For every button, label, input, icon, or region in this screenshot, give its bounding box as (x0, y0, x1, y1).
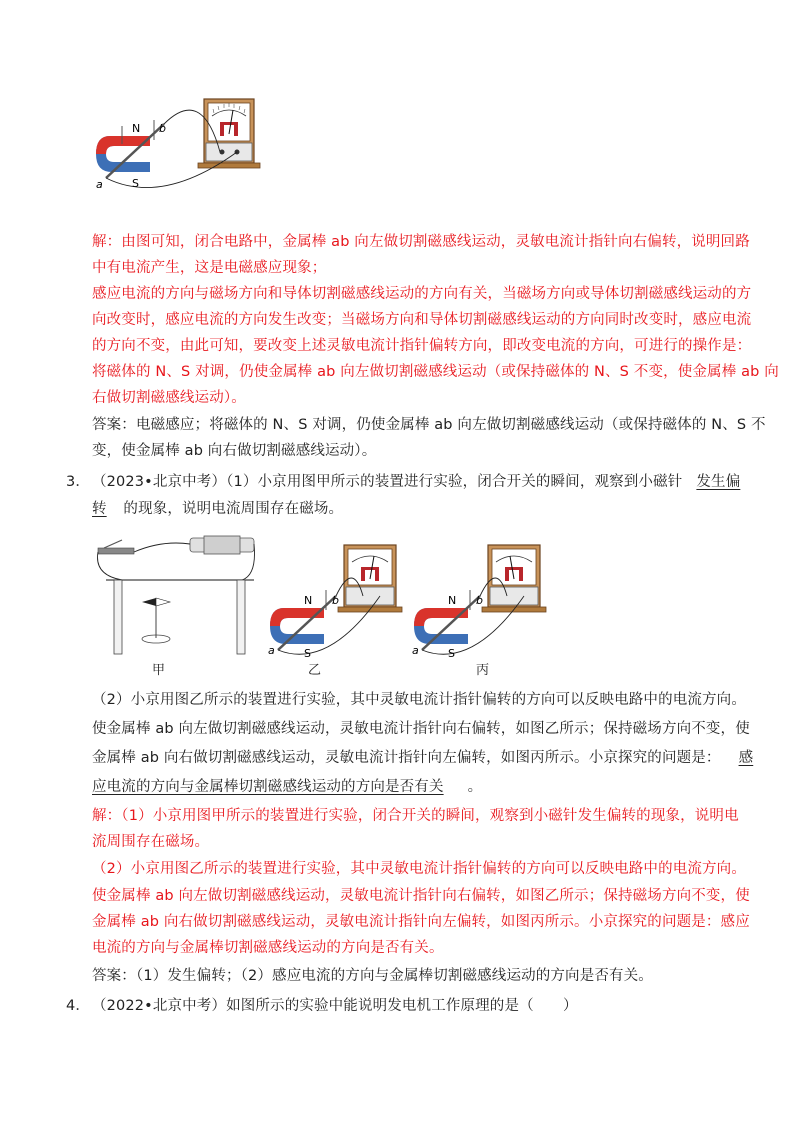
q2-solution-line-1: 解：由图可知，闭合电路中，金属棒 ab 向左做切割磁感线运动，灵敏电流计指针向右偏转，说明回路 (92, 234, 750, 250)
svg-text:N: N (304, 594, 313, 607)
q2-solution-line-6: 将磁体的 N、S 对调，仍使金属棒 ab 向左做切割磁感线运动（或保持磁体的 N、S 不变，使金属棒 ab 向 (92, 364, 779, 380)
q3-blank-2-part-2: 应电流的方向与金属棒切割磁感线运动的方向是否有关 (92, 779, 444, 795)
figure-bing-caption: 丙 (476, 663, 490, 678)
q3-solution-line-2: 流周围存在磁场。 (92, 834, 210, 850)
figure-jia-oersted (92, 530, 267, 655)
q3-blank-1-part-1: 发生偏 (696, 474, 741, 490)
q3-question-line-2 (92, 499, 343, 519)
pole-s-label: S (132, 177, 139, 190)
q3-part2-line-3 (92, 748, 753, 768)
q3-blank-2-end: 。 (467, 779, 483, 795)
svg-text:b: b (476, 594, 483, 607)
q3-part2-line-3-text: 金属棒 ab 向右做切割磁感线运动，灵敏电流计指针向左偏转，如图丙所示。小京探究的问题是： (92, 750, 721, 766)
q3-solution-line-1: 解：（1）小京用图甲所示的装置进行实验，闭合开关的瞬间，观察到小磁针发生偏转的现象，说明电 (92, 808, 739, 824)
q3-blank-2-part-1: 感 (738, 750, 754, 766)
q3-part2-line-4 (92, 777, 482, 797)
q2-solution-line-5: 的方向不变，由此可知，要改变上述灵敏电流计指针偏转方向，即改变电流的方向，可进行的操作是： (92, 338, 752, 354)
q3-question-line-1 (92, 472, 740, 492)
svg-text:N: N (448, 594, 457, 607)
q2-answer-line-1: 答案：电磁感应；将磁体的 N、S 对调，仍使金属棒 ab 向左做切割磁感线运动（或保持磁体的 N、S 不 (92, 417, 766, 433)
q4-question: （2022•北京中考）如图所示的实验中能说明发电机工作原理的是（ ） (92, 998, 578, 1014)
q3-solution-line-3: （2）小京用图乙所示的装置进行实验，其中灵敏电流计指针偏转的方向可以反映电路中的电流方向。 (92, 861, 746, 877)
q3-solution-line-6: 电流的方向与金属棒切割磁感线运动的方向是否有关。 (92, 940, 444, 956)
q2-answer-line-2: 变，使金属棒 ab 向右做切割磁感线运动）。 (92, 443, 377, 459)
q3-part2-line-2: 使金属棒 ab 向左做切割磁感线运动，灵敏电流计指针向右偏转，如图乙所示；保持磁场方向不变，使 (92, 721, 750, 737)
q3-solution-line-4: 使金属棒 ab 向左做切割磁感线运动，灵敏电流计指针向右偏转，如图乙所示；保持磁场方向不变，使 (92, 888, 750, 904)
q2-solution-line-4: 向改变时，感应电流的方向发生改变；当磁场方向和导体切割磁感线运动的方向同时改变时，感应电流 (92, 312, 752, 328)
svg-text:S: S (304, 647, 311, 658)
figure-jia-caption: 甲 (152, 663, 166, 678)
figure-bing-induction (412, 540, 552, 658)
q3-solution-line-5: 金属棒 ab 向右做切割磁感线运动，灵敏电流计指针向左偏转，如图丙所示。小京探究的问题是：感应 (92, 914, 750, 930)
q3-blank-1-part-2: 转 (92, 501, 107, 517)
rod-end-a-label: a (96, 178, 103, 191)
figure-yi-induction (268, 540, 408, 658)
q2-solution-line-3: 感应电流的方向与磁场方向和导体切割磁感线运动的方向有关，当磁场方向或导体切割磁感线运动的方 (92, 286, 752, 302)
q3-part2-line-1: （2）小京用图乙所示的装置进行实验，其中灵敏电流计指针偏转的方向可以反映电路中的电流方向。 (92, 692, 746, 708)
q2-solution-line-2: 中有电流产生，这是电磁感应现象； (92, 260, 327, 276)
q2-solution-line-7: 右做切割磁感线运动）。 (92, 390, 246, 406)
svg-text:b: b (332, 594, 339, 607)
induction-experiment-figure (92, 96, 262, 196)
rod-end-b-label: b (159, 122, 166, 135)
svg-text:a: a (412, 644, 419, 657)
svg-text:S: S (448, 647, 455, 658)
q4-number: 4． (66, 998, 91, 1014)
svg-text:a: a (268, 644, 275, 657)
q3-question-text: （2023•北京中考）（1）小京用图甲所示的装置进行实验，闭合开关的瞬间，观察到小磁针 (92, 474, 683, 490)
q3-number: 3． (66, 474, 91, 490)
q3-question-line-2-rest: 的现象，说明电流周围存在磁场。 (123, 501, 344, 517)
pole-n-label: N (132, 122, 141, 135)
q3-answer: 答案：（1）发生偏转；（2）感应电流的方向与金属棒切割磁感线运动的方向是否有关。 (92, 968, 653, 984)
figure-yi-caption: 乙 (308, 663, 322, 678)
